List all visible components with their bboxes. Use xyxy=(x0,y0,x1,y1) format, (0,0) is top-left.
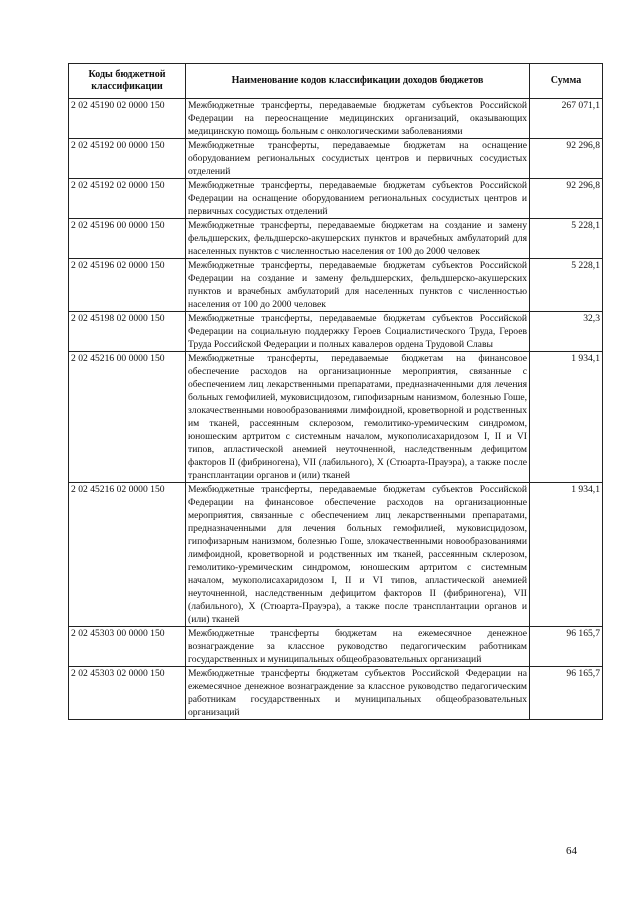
name-cell: Межбюджетные трансферты бюджетам на ежемесячное денежное вознаграждение за классное руководство педагогическим работникам государственных и муниципальных общеобразовательных организаций xyxy=(186,627,530,667)
sum-cell: 92 296,8 xyxy=(530,179,603,219)
sum-cell: 1 934,1 xyxy=(530,483,603,627)
code-cell: 2 02 45303 00 0000 150 xyxy=(69,627,186,667)
table-row xyxy=(69,99,603,139)
table-header-row xyxy=(69,64,603,99)
code-cell: 2 02 45303 02 0000 150 xyxy=(69,667,186,720)
table-row xyxy=(69,667,603,720)
code-cell: 2 02 45196 02 0000 150 xyxy=(69,259,186,312)
table-row xyxy=(69,483,603,627)
name-cell: Межбюджетные трансферты, передаваемые бюджетам на создание и замену фельдшерских, фельдшерско-акушерских пунктов и врачебных амбулаторий для населенных пунктов с численностью населения от 100 до 2000 человек xyxy=(186,219,530,259)
sum-cell: 5 228,1 xyxy=(530,219,603,259)
sum-cell: 96 165,7 xyxy=(530,627,603,667)
table-row xyxy=(69,259,603,312)
budget-classification-table xyxy=(68,63,603,720)
sum-cell: 5 228,1 xyxy=(530,259,603,312)
sum-cell: 32,3 xyxy=(530,312,603,352)
name-cell: Межбюджетные трансферты, передаваемые бюджетам субъектов Российской Федерации на финансовое обеспечение расходов на организационные мероприятия, связанные с обеспечением лиц лекарственными препаратами, предназначенными для лечения больных гемофилией, муковисцидозом, гипофизарным нанизмом, болезнью Гоше, злокачественными новообразованиями лимфоидной, кроветворной и родственных им тканей, рассеянным склерозом, гемолитико-уремическим синдромом, юношеским артритом с системным началом, мукополисахаридозом I, II и VI типов, апластической анемией неуточненной, наследственным дефицитом факторов II (фибриногена), VII (лабильного), X (Стюарта-Прауэра), а также после трансплантации органов и (или) тканей xyxy=(186,483,530,627)
code-cell: 2 02 45216 00 0000 150 xyxy=(69,352,186,483)
name-cell: Межбюджетные трансферты, передаваемые бюджетам субъектов Российской Федерации на социальную поддержку Героев Социалистического Труда, Героев Труда Российской Федерации и полных кавалеров ордена Трудовой Славы xyxy=(186,312,530,352)
table-row xyxy=(69,312,603,352)
code-cell: 2 02 45192 02 0000 150 xyxy=(69,179,186,219)
name-cell: Межбюджетные трансферты, передаваемые бюджетам субъектов Российской Федерации на переоснащение медицинских организаций, оказывающих медицинскую помощь больным с онкологическими заболеваниями xyxy=(186,99,530,139)
column-header-sum: Сумма xyxy=(530,64,603,99)
code-cell: 2 02 45190 02 0000 150 xyxy=(69,99,186,139)
name-cell: Межбюджетные трансферты бюджетам субъектов Российской Федерации на ежемесячное денежное вознаграждение за классное руководство педагогическим работникам государственных и муниципальных общеобразовательных организаций xyxy=(186,667,530,720)
table-row xyxy=(69,627,603,667)
name-cell: Межбюджетные трансферты, передаваемые бюджетам на оснащение оборудованием региональных сосудистых центров и первичных сосудистых отделений xyxy=(186,139,530,179)
table-row xyxy=(69,179,603,219)
table-row xyxy=(69,139,603,179)
column-header-name: Наименование кодов классификации доходов бюджетов xyxy=(186,64,530,99)
name-cell: Межбюджетные трансферты, передаваемые бюджетам субъектов Российской Федерации на создание и замену фельдшерских, фельдшерско-акушерских пунктов и врачебных амбулаторий для населенных пунктов с численностью населения от 100 до 2000 человек xyxy=(186,259,530,312)
sum-cell: 92 296,8 xyxy=(530,139,603,179)
code-cell: 2 02 45198 02 0000 150 xyxy=(69,312,186,352)
column-header-code: Коды бюджетной классификации xyxy=(69,64,186,99)
table-row xyxy=(69,219,603,259)
code-cell: 2 02 45196 00 0000 150 xyxy=(69,219,186,259)
sum-cell: 1 934,1 xyxy=(530,352,603,483)
code-cell: 2 02 45192 00 0000 150 xyxy=(69,139,186,179)
sum-cell: 96 165,7 xyxy=(530,667,603,720)
sum-cell: 267 071,1 xyxy=(530,99,603,139)
code-cell: 2 02 45216 02 0000 150 xyxy=(69,483,186,627)
name-cell: Межбюджетные трансферты, передаваемые бюджетам субъектов Российской Федерации на оснащение оборудованием региональных сосудистых центров и первичных сосудистых отделений xyxy=(186,179,530,219)
page-number: 64 xyxy=(566,845,577,857)
name-cell: Межбюджетные трансферты, передаваемые бюджетам на финансовое обеспечение расходов на организационные мероприятия, связанные с обеспечением лиц лекарственными препаратами, предназначенными для лечения больных гемофилией, муковисцидозом, гипофизарным нанизмом, болезнью Гоше, злокачественными новообразованиями лимфоидной, кроветворной и родственных им тканей, рассеянным склерозом, гемолитико-уремическим синдромом, юношеским артритом с системным началом, мукополисахаридозом I, II и VI типов, апластической анемией неуточненной, наследственным дефицитом факторов II (фибриногена), VII (лабильного), X (Стюарта-Прауэра), а также после трансплантации органов и (или) тканей xyxy=(186,352,530,483)
table-row xyxy=(69,352,603,483)
